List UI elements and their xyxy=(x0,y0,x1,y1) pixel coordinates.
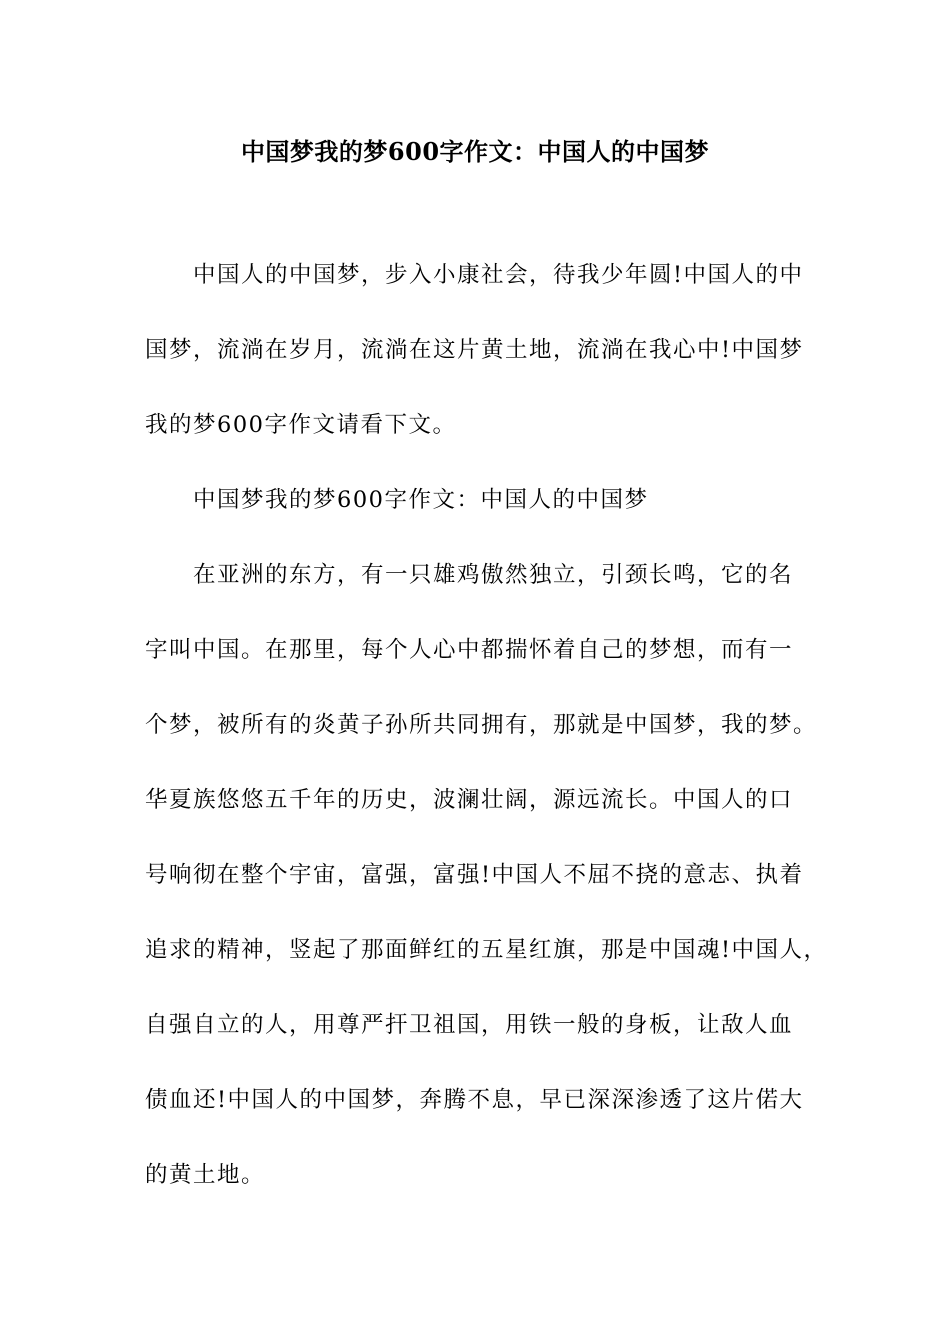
paragraph-line: 中国人的中国梦，步入小康社会，待我少年圆!中国人的中 xyxy=(193,262,804,288)
paragraph-line: 我的梦600字作文请看下文。 xyxy=(145,412,457,438)
section-heading-line: 中国梦我的梦600字作文：中国人的中国梦 xyxy=(193,487,649,513)
paragraph-line: 个梦，被所有的炎黄子孙所共同拥有，那就是中国梦，我的梦。 xyxy=(145,712,818,738)
paragraph-line: 在亚洲的东方，有一只雄鸡傲然独立，引颈长鸣，它的名 xyxy=(193,562,794,588)
paragraph-line: 国梦，流淌在岁月，流淌在这片黄土地，流淌在我心中!中国梦 xyxy=(145,337,804,363)
paragraph-line: 追求的精神，竖起了那面鲜红的五星红旗，那是中国魂!中国人， xyxy=(145,937,828,963)
paragraph-line: 债血还!中国人的中国梦，奔腾不息，早已深深渗透了这片偌大 xyxy=(145,1087,804,1113)
paragraph-line: 的黄土地。 xyxy=(145,1162,266,1188)
paragraph-line: 号响彻在整个宇宙，富强，富强!中国人不屈不挠的意志、执着 xyxy=(145,862,804,888)
paragraph-line: 自强自立的人，用尊严扞卫祖国，用铁一般的身板，让敌人血 xyxy=(145,1012,794,1038)
document-title: 中国梦我的梦600字作文：中国人的中国梦 xyxy=(240,137,710,166)
paragraph-line: 字叫中国。在那里，每个人心中都揣怀着自己的梦想，而有一 xyxy=(145,637,794,663)
paragraph-line: 华夏族悠悠五千年的历史，波澜壮阔，源远流长。中国人的口 xyxy=(145,787,794,813)
